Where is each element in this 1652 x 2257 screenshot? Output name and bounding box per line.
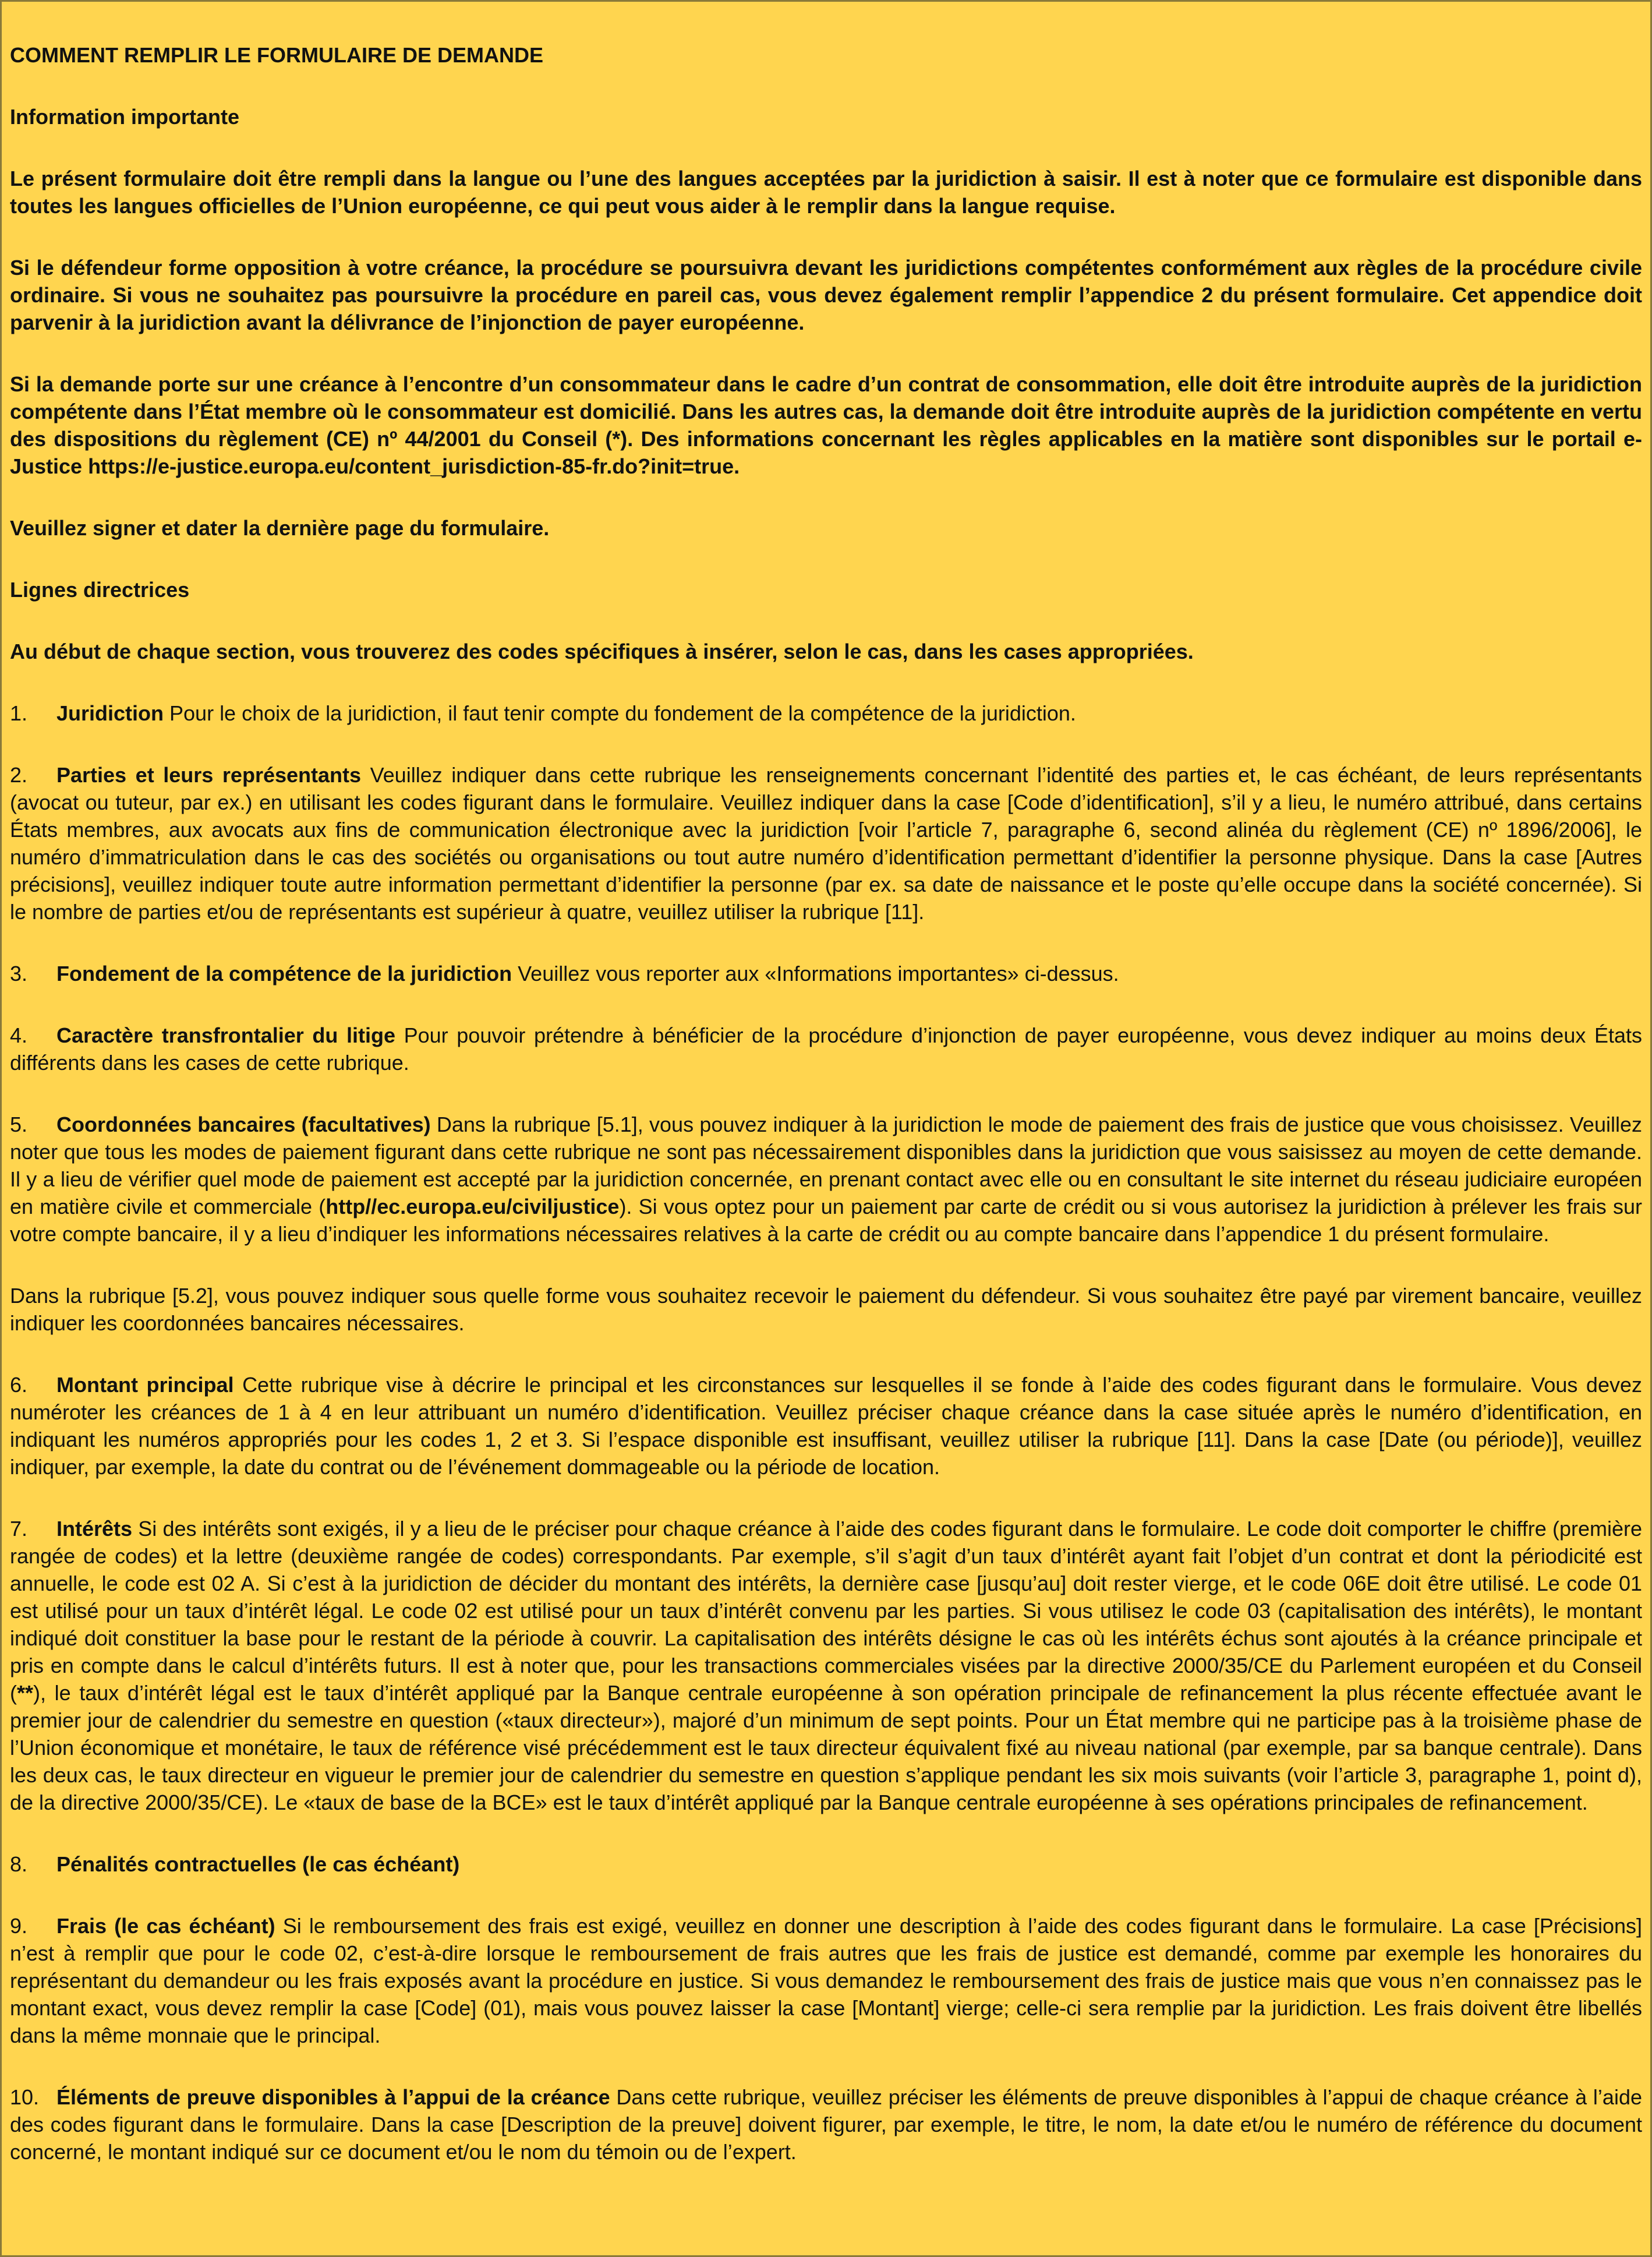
item-heading: Montant principal (56, 1373, 234, 1397)
item-number: 2. (10, 763, 28, 787)
guideline-item-juridiction (10, 700, 1642, 727)
item-heading: Juridiction (56, 701, 164, 725)
item-heading: Fondement de la compétence de la juridiction (56, 962, 512, 986)
item-heading: Intérêts (56, 1517, 133, 1541)
item-text: Dans la rubrique [5.1], vous pouvez indiquer à la juridiction le mode de paiement des frais de justice que vous choisissez. Veuillez noter que tous les modes de paiement figurant dans cette rubrique ne sont pas nécessairement disponibles dans la juridiction que vous saisissez au moyen de cette demande. Il y a lieu de vérifier quel mode de paiement est accepté par la juridiction concernée, en prenant contact avec elle ou en consultant le site internet du réseau judiciaire européen en matière civile et commerciale ( (10, 1112, 1642, 1218)
item-heading: Coordonnées bancaires (facultatives) (56, 1112, 431, 1136)
guideline-item-competence (10, 960, 1642, 987)
guideline-item-costs (10, 1912, 1642, 2049)
item-heading: Parties et leurs représentants (56, 763, 362, 787)
item-number: 5. (10, 1112, 28, 1136)
item-heading: Frais (le cas échéant) (56, 1914, 275, 1938)
item-number: 3. (10, 962, 28, 986)
guideline-item-evidence (10, 2083, 1642, 2166)
item-text: Si des intérêts sont exigés, il y a lieu de le préciser pour chaque créance à l’aide des codes figurant dans le formulaire. Le code doit comporter le chiffre (première rangée de codes) et la lettre (deuxième rangée de codes) correspondants. Par exemple, s’il s’agit d’un taux d’intérêt ayant fait l’objet d’un contrat et dont la périodicité est annuelle, le code est 02 A. Si c’est à la juridiction de décider du montant des intérêts, la dernière case [jusqu’au] doit rester vierge, et le code 06E doit être utilisé. Le code 01 est utilisé pour un taux d’intérêt légal. Le code 02 est utilisé pour un taux d’intérêt convenu par les parties. Si vous utilisez le code 03 (capitalisation des intérêts), le montant indiqué doit constituer la base pour le restant de la période à couvrir. La capitalisation des intérêts désigne le cas où les intérêts échus sont ajoutés à la créance principale et pris en compte dans le calcul d’intérêts futurs. Il est à noter que, pour les transactions commerciales visées par la directive 2000/35/CE du Parlement européen et du Conseil ( (10, 1517, 1642, 1705)
item-text-after: ), le taux d’intérêt légal est le taux d’intérêt appliqué par la Banque centrale européenne à son opération principale de refinancement la plus récente effectuée avant le premier jour de calendrier du semestre en question («taux directeur»), majoré d’un minimum de sept points. Pour un État membre qui ne participe pas à la troisième phase de l’Union économique et monétaire, le taux de référence visé précédemment est le taux directeur équivalent fixé au niveau national (par exemple, par sa banque centrale). Dans les deux cas, le taux directeur en vigueur le premier jour de calendrier du semestre en question s’applique pendant les six mois suivants (voir l’article 3, paragraphe 1, point d), de la directive 2000/35/CE). Le «taux de base de la BCE» est le taux d’intérêt appliqué par la Banque centrale européenne à ses opérations principales de refinancement. (10, 1681, 1642, 1814)
guideline-item-principal (10, 1371, 1642, 1481)
guideline-item-bank-details (10, 1111, 1642, 1248)
guidelines-intro: Au début de chaque section, vous trouverez des codes spécifiques à insérer, selon le cas, dans les cases appropriées. (10, 640, 1194, 663)
item-text: Veuillez indiquer dans cette rubrique les renseignements concernant l’identité des parties et, le cas échéant, de leurs représentants (avocat ou tuteur, par ex.) en utilisant les codes figurant dans le formulaire. Veuillez indiquer dans la case [Code d’identification], s’il y a lieu, le numéro attribué, dans certains États membres, aux avocats aux fins de communication électronique avec la juridiction [voir l’article 7, paragraphe 6, second alinéa du règlement (CE) nº 1896/2006], le numéro d’immatriculation dans le cas des sociétés ou organisations ou tout autre numéro d’identification permettant d’identifier la personne physique. Dans la case [Autres précisions], veuillez indiquer toute autre information permettant d’identifier la personne (par ex. sa date de naissance et le poste qu’elle occupe dans la société concernée). Si le nombre de parties et/ou de représentants est supérieur à quatre, veuillez utiliser la rubrique [11]. (10, 763, 1643, 924)
item-text: Cette rubrique vise à décrire le principal et les circonstances sur lesquelles il se fonde à l’aide des codes figurant dans le formulaire. Vous devez numéroter les créances de 1 à 4 en leur attribuant un numéro d’identification. Veuillez préciser chaque créance dans la case située après le numéro d’identification, en indiquant les numéros appropriés pour les codes 1, 2 et 3. Si l’espace disponible est insuffisant, veuillez utiliser la rubrique [11]. Dans la case [Date (ou période)], veuillez indiquer, par exemple, la date du contrat ou de l’événement dommageable ou la période de location. (10, 1373, 1642, 1479)
item-number: 7. (10, 1517, 28, 1541)
info-heading: Information importante (10, 105, 239, 129)
guideline-item-parties (10, 761, 1642, 926)
footnote-marker: ** (17, 1681, 34, 1705)
item-text: Dans cette rubrique, veuillez préciser les éléments de preuve disponibles à l’appui de chaque créance à l’aide des codes figurant dans le formulaire. Dans la case [Description de la preuve] doivent figurer, par exemple, le titre, le nom, la date et/ou le numéro de référence du document concerné, le montant indiqué sur ce document et/ou le nom du témoin ou de l’expert. (10, 2085, 1642, 2164)
item-text: Si le remboursement des frais est exigé, veuillez en donner une description à l’aide des codes figurant dans le formulaire. La case [Précisions] n’est à remplir que pour le code 02, c’est-à-dire lorsque le remboursement de frais autres que les frais de justice est demandé, comme par exemple les honoraires du représentant du demandeur ou les frais exposés avant la procédure en justice. Si vous demandez le remboursement des frais de justice mais que vous n’en connaissez pas le montant exact, vous devez remplir la case [Code] (01), mais vous pouvez laisser la case [Montant] vierge; celle-ci sera remplie par la juridiction. Les frais doivent être libellés dans la même monnaie que le principal. (10, 1914, 1642, 2047)
civil-justice-link[interactable]: http//ec.europa.eu/civiljustice (326, 1195, 620, 1218)
info-paragraph-language: Le présent formulaire doit être rempli dans la langue ou l’une des langues acceptées par la juridiction à saisir. Il est à noter que ce formulaire est disponible dans toutes les langues officielles de l’Union européenne, ce qui peut vous aider à le remplir dans la langue requise. (10, 167, 1642, 218)
item-number: 1. (10, 701, 28, 725)
item-heading: Pénalités contractuelles (le cas échéant) (56, 1852, 460, 1876)
item-text: Pour le choix de la juridiction, il faut tenir compte du fondement de la compétence de la juridiction. (164, 701, 1076, 725)
guidelines-heading: Lignes directrices (10, 578, 190, 602)
info-paragraph-sign: Veuillez signer et dater la dernière page du formulaire. (10, 516, 550, 540)
item-heading: Éléments de preuve disponibles à l’appui de la créance (56, 2085, 610, 2109)
guideline-item-interest (10, 1515, 1642, 1816)
item-number: 10. (10, 2085, 40, 2109)
item-number: 6. (10, 1373, 28, 1397)
page-title: COMMENT REMPLIR LE FORMULAIRE DE DEMANDE (10, 43, 543, 67)
item-heading: Caractère transfrontalier du litige (56, 1023, 396, 1047)
item-number: 9. (10, 1914, 28, 1938)
info-paragraph-opposition: Si le défendeur forme opposition à votre créance, la procédure se poursuivra devant les juridictions compétentes conformément aux règles de la procédure civile ordinaire. Si vous ne souhaitez pas poursuivre la procédure en pareil cas, vous devez également remplir l’appendice 2 du présent formulaire. Cet appendice doit parvenir à la juridiction avant la délivrance de l’injonction de payer européenne. (10, 256, 1642, 334)
item-text: Veuillez vous reporter aux «Informations importantes» ci-dessus. (512, 962, 1119, 986)
item-text: Pour pouvoir prétendre à bénéficier de la procédure d’injonction de payer européenne, vous devez indiquer au moins deux États différents dans les cases de cette rubrique. (10, 1023, 1642, 1075)
guideline-item-bank-details-extra: Dans la rubrique [5.2], vous pouvez indiquer sous quelle forme vous souhaitez recevoir le paiement du défendeur. Si vous souhaitez être payé par virement bancaire, veuillez indiquer les coordonnées bancaires nécessaires. (10, 1284, 1642, 1335)
info-paragraph-consumer: Si la demande porte sur une créance à l’encontre d’un consommateur dans le cadre d’un contrat de consommation, elle doit être introduite auprès de la juridiction compétente dans l’État membre où le consommateur est domicilié. Dans les autres cas, la demande doit être introduite auprès de la juridiction compétente en vertu des dispositions du règlement (CE) nº 44/2001 du Conseil (*). Des informations concernant les règles applicables en la matière sont disponibles sur le portail e-Justice https://e-justice.europa.eu/content_jurisdiction-85-fr.do?init=true. (10, 372, 1642, 478)
item-number: 4. (10, 1023, 28, 1047)
guideline-item-cross-border (10, 1022, 1642, 1076)
item-text-after: ). Si vous optez pour un paiement par carte de crédit ou si vous autorisez la juridiction à prélever les frais sur votre compte bancaire, il y a lieu d’indiquer les informations nécessaires relatives à la carte de crédit ou au compte bancaire dans l’appendice 1 du présent formulaire. (10, 1195, 1642, 1246)
item-number: 8. (10, 1852, 28, 1876)
guideline-item-penalties (10, 1850, 1642, 1878)
